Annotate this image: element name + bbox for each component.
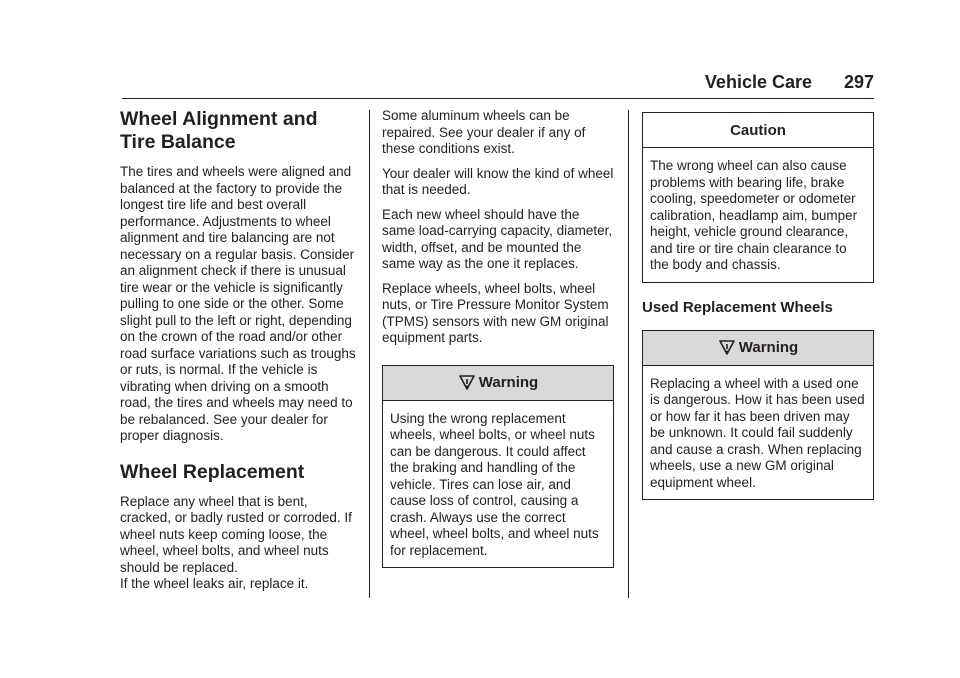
warning-text: Replacing a wheel with a used one is dangerous. How it has been used or how far it has been driven may be unknown. It could fail suddenly and cause a crash. When replacing wheels, use a new GM original equipment wheel. [650,375,865,490]
paragraph: Your dealer will know the kind of wheel that is needed. [382,165,614,197]
paragraph: Each new wheel should have the same load-carrying capacity, diameter, width, offset, and be mounted the same way as the one it replaces. [382,206,613,271]
page-number: 297 [843,72,874,92]
caution-title: Caution [730,121,786,139]
paragraph: Replace any wheel that is bent, cracked, or badly rusted or corroded. If wheel nuts keep coming loose, the wheel, wheel bolts, and wheel nuts should be replaced. [120,493,352,575]
heading-wheel-replacement: Wheel Replacement [120,460,305,483]
warning-box [642,330,874,501]
warning-text: Using the wrong replacement wheels, wheel bolts, or wheel nuts can be dangerous. It could affect the braking and handling of the vehicle. Tires can lose air, and cause loss of control, causing a crash. Always use the correct wheel, wheel bolts, and wheel nuts for replacement. [390,410,599,558]
column-divider [369,110,370,598]
column-1 [120,108,356,601]
paragraph: Replace wheels, wheel bolts, wheel nuts, or Tire Pressure Monitor System (TPMS) sensors with new GM original equipment parts. [382,280,609,345]
warning-header [383,366,613,401]
paragraph: If the wheel leaks air, replace it. [120,576,309,591]
page-header [122,72,874,99]
caution-text: The wrong wheel can also cause problems with bearing life, brake cooling, speedometer or odometer calibration, headlamp aim, bumper height, vehicle ground clearance, and tire or tire chain clearance to the body and chassis. [650,158,858,272]
caution-box [642,112,874,283]
warning-box [382,365,614,569]
column-3 [642,108,874,500]
section-title: Vehicle Care [704,72,812,92]
warning-icon [458,374,476,391]
warning-header [643,331,873,366]
heading-used-replacement-wheels: Used Replacement Wheels [642,298,833,316]
paragraph: The tires and wheels were aligned and balanced at the factory to provide the longest tire life and best overall performance. Adjustments to wheel alignment and tire balancing are not necessary on a regular basis. Consider an alignment check if there is unusual tire wear or the vehicle is significantly pulling to one side or the other. Some slight pull to the left or right, depending on the crown of the road and/or other road surface variations such as troughs or ruts, is normal. If the vehicle is vibrating when driving on a smooth road, the tires and wheels may need to be rebalanced. See your dealer for proper diagnosis. [120,164,356,443]
warning-title: Warning [738,339,799,356]
column-2 [382,108,614,568]
heading-wheel-alignment: Wheel Alignment and Tire Balance [120,108,318,153]
warning-icon [718,339,736,356]
caution-header [643,113,873,148]
column-divider [628,110,629,598]
paragraph: Some aluminum wheels can be repaired. See your dealer if any of these conditions exist. [382,108,586,156]
warning-title: Warning [478,374,539,391]
